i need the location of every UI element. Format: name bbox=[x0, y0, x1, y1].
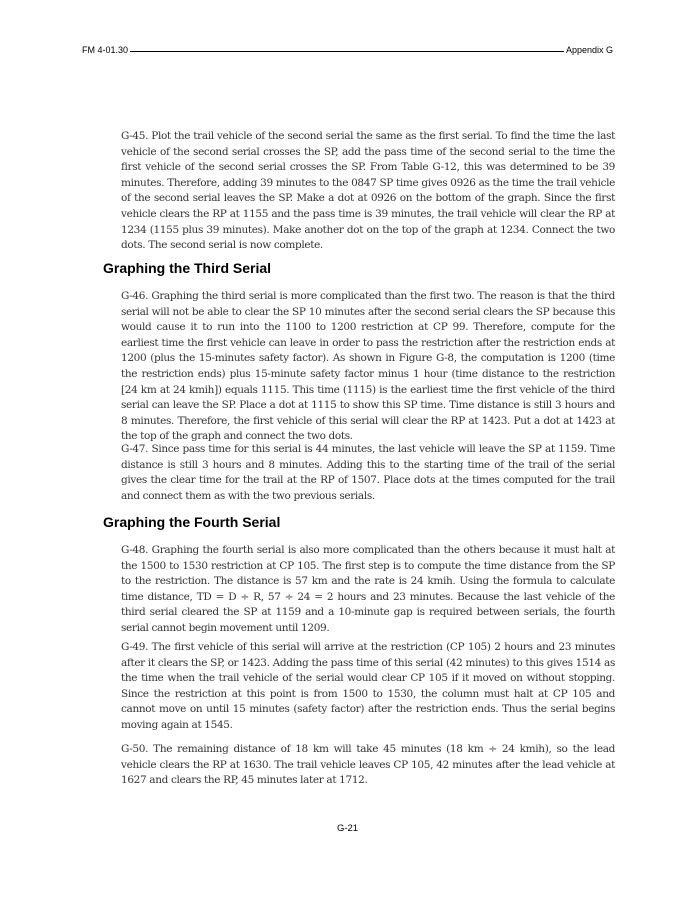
paragraph-g48: G-48. Graphing the fourth serial is also more complicated than the others because it must halt at the 1500 to 1530 restriction at CP 105. The first step is to compute the time distance from the SP to the restriction. The distance is 57 km and the rate is 24 kmih. Using the formula to calculate time distance, TD = D ÷ R, 57 ÷ 24 = 2 hours and 23 minutes. Because the last vehicle of the third serial cleared the SP at 1159 and a 10-minute gap is required between serials, the fourth serial cannot begin movement until 1209. bbox=[121, 544, 615, 634]
paragraph-g45: G-45. Plot the trail vehicle of the second serial the same as the first serial. To find the time the last vehicle of the second serial crosses the SP, add the pass time of the second serial to the time the first vehicle of the second serial crosses the SP. From Table G-12, this was determined to be 39 minutes. Therefore, adding 39 minutes to the 0847 SP time gives 0926 as the time the trail vehicle of the second serial leaves the SP. Make a dot at 0926 on the bottom of the graph. Since the first vehicle clears the RP at 1155 and the pass time is 39 minutes, the trail vehicle will clear the RP at 1234 (1155 plus 39 minutes). Make another dot on the top of the graph at 1234. Connect the two dots. The second serial is now complete. bbox=[121, 130, 615, 252]
paragraph-g50: G-50. The remaining distance of 18 km will take 45 minutes (18 km ÷ 24 kmih), so the lead vehicle clears the RP at 1630. The trail vehicle leaves CP 105, 42 minutes after the lead vehicle at 1627 and clears the RP, 45 minutes later at 1712. bbox=[121, 743, 615, 787]
paragraph-g49: G-49. The first vehicle of this serial will arrive at the restriction (CP 105) 2 hours and 23 minutes after it clears the SP, or 1423. Adding the pass time of this serial (42 minutes) to this gives 1514 as the time when the trail vehicle of the serial would clear CP 105 if it moved on without stopping. Since the restriction at this point is from 1500 to 1530, the column must halt at CP 105 and cannot move on until 15 minutes (safety factor) after the restriction ends. Thus the serial begins moving again at 1545. bbox=[121, 641, 615, 731]
header-rule bbox=[130, 51, 564, 52]
heading-third-serial: Graphing the Third Serial bbox=[103, 260, 272, 276]
heading-fourth-serial: Graphing the Fourth Serial bbox=[103, 514, 281, 530]
page-number: G-21 bbox=[336, 823, 359, 834]
page-header bbox=[82, 41, 613, 55]
header-appendix: Appendix G bbox=[565, 45, 613, 55]
header-doc-id: FM 4-01.30 bbox=[82, 45, 129, 55]
paragraph-g47: G-47. Since pass time for this serial is 44 minutes, the last vehicle will leave the SP at 1159. Time distance is still 3 hours and 8 minutes. Adding this to the starting time of the trail of the serial gives the clear time for the trail at the RP of 1507. Place dots at the times computed for the trail and connect them as with the two previous serials. bbox=[121, 443, 615, 502]
paragraph-g46: G-46. Graphing the third serial is more complicated than the first two. The reason is that the third serial will not be able to clear the SP 10 minutes after the second serial clears the SP because this would cause it to run into the 1100 to 1200 restriction at CP 99. Therefore, compute for the earliest time the first vehicle can leave in order to pass the restriction after the restriction ends at 1200 (plus the 15-minutes safety factor). As shown in Figure G-8, the computation is 1200 (time the restriction ends) plus 15-minute safety factor minus 1 hour (time distance to the restriction [24 km at 24 kmih]) equals 1115. This time (1115) is the earliest time the first vehicle of the third serial can leave the SP. Place a dot at 1115 to show this SP time. Time distance is still 3 hours and 8 minutes. Therefore, the first vehicle of this serial will clear the RP at 1423. Put a dot at 1423 at the top of the graph and connect the two dots. bbox=[121, 290, 615, 443]
